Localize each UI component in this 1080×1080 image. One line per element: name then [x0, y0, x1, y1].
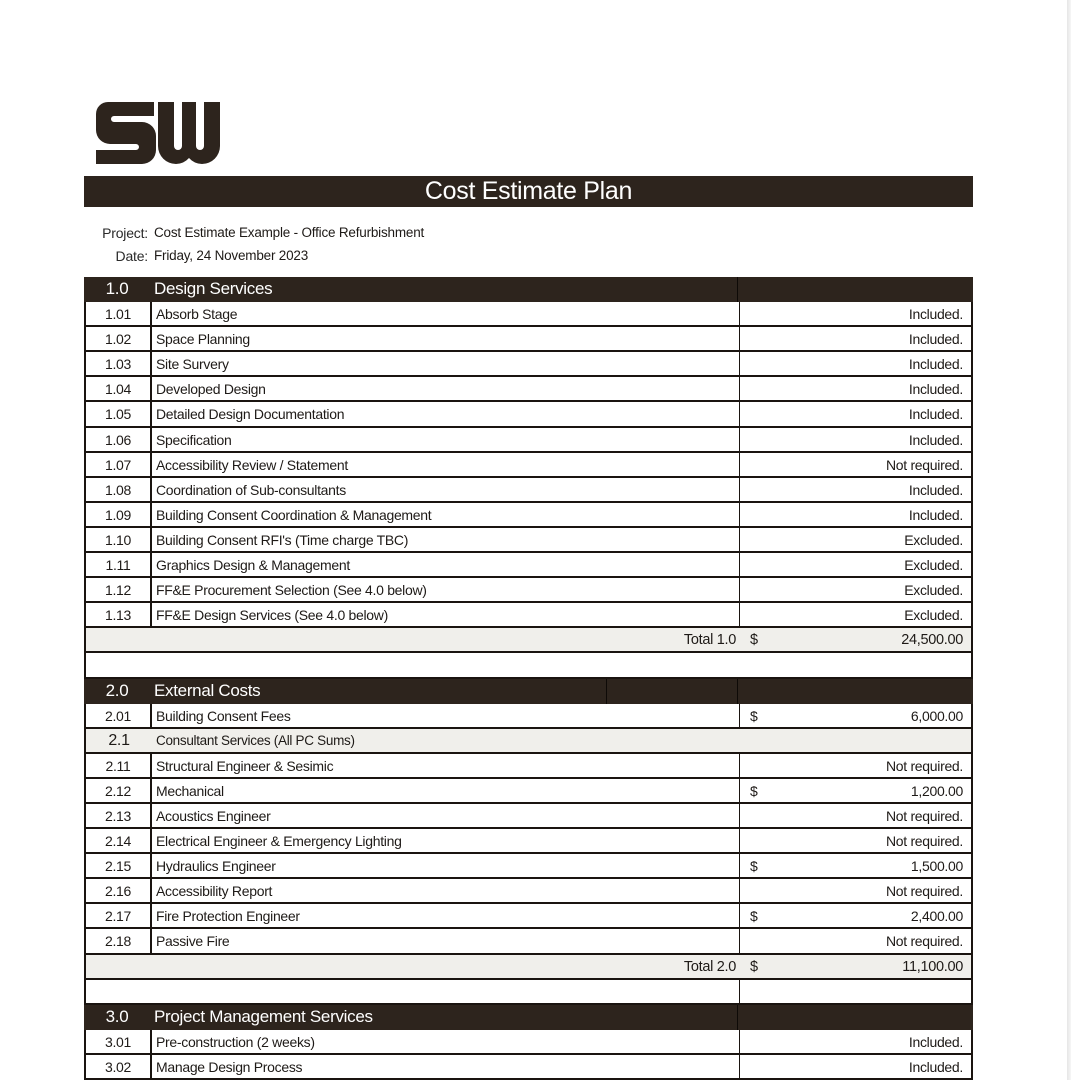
item-value: Excluded. [904, 582, 963, 599]
section-number: 1.0 [105, 279, 129, 298]
total-value-cell [740, 955, 971, 978]
total-label: Total 1.0 [683, 632, 736, 649]
item-value: Excluded. [904, 557, 963, 574]
project-row [84, 222, 424, 245]
item-description: Electrical Engineer & Emergency Lighting [152, 829, 740, 852]
total-row-2 [84, 955, 973, 980]
table-row [84, 453, 973, 478]
spacer-row [84, 980, 973, 1005]
table-row [84, 904, 973, 929]
item-value-cell [740, 929, 971, 952]
table-row [84, 879, 973, 904]
item-number: 1.11 [86, 553, 152, 576]
item-value: Included. [908, 431, 963, 448]
table-row [84, 528, 973, 553]
section-value [738, 277, 973, 302]
item-value: Included. [908, 306, 963, 323]
item-value: 6,000.00 [910, 707, 963, 724]
table-row [84, 854, 973, 879]
table-row [84, 704, 973, 729]
table-row [84, 829, 973, 854]
item-description: Building Consent Coordination & Management [152, 503, 740, 526]
item-value-cell [740, 1030, 971, 1053]
section-value [738, 679, 973, 704]
item-number: 3.01 [86, 1030, 152, 1053]
item-value: Not required. [885, 456, 963, 473]
item-value-cell [740, 503, 971, 526]
table-row [84, 779, 973, 804]
item-number: 1.01 [86, 302, 152, 325]
date-label: Date: [115, 247, 148, 264]
item-description: Space Planning [152, 327, 740, 350]
total-currency: $ [750, 958, 758, 975]
item-value: 2,400.00 [910, 908, 963, 925]
item-description: Specification [152, 428, 740, 451]
total-value: 24,500.00 [901, 632, 963, 649]
section-header-2 [84, 679, 973, 704]
item-value: Included. [908, 1058, 963, 1075]
item-value: Excluded. [904, 607, 963, 624]
item-number: 2.17 [86, 904, 152, 927]
item-value-cell [740, 302, 971, 325]
table-row [84, 478, 973, 503]
table-row [84, 754, 973, 779]
subsection-title: Consultant Services (All PC Sums) [156, 732, 355, 748]
item-number: 1.04 [86, 377, 152, 400]
item-description: Graphics Design & Management [152, 553, 740, 576]
item-value-cell [740, 904, 971, 927]
page-edge-shadow [1067, 0, 1071, 1080]
item-number: 2.15 [86, 854, 152, 877]
item-value-cell [740, 754, 971, 777]
table-row [84, 377, 973, 402]
table-row [84, 428, 973, 453]
item-number: 2.18 [86, 929, 152, 952]
item-value: Not required. [885, 883, 963, 900]
item-description: Structural Engineer & Sesimic [152, 754, 740, 777]
item-value: Excluded. [904, 531, 963, 548]
item-value-cell [740, 428, 971, 451]
item-number: 1.07 [86, 453, 152, 476]
item-description: Building Consent Fees [152, 704, 740, 727]
item-currency: $ [750, 858, 758, 875]
subsection-row [84, 729, 973, 754]
section-title: External Costs [150, 679, 738, 704]
item-value: Included. [908, 1033, 963, 1050]
item-value: Included. [908, 381, 963, 398]
item-description: Detailed Design Documentation [152, 402, 740, 425]
total-row-1 [84, 628, 973, 653]
item-value-cell [740, 1055, 971, 1078]
item-number: 1.09 [86, 503, 152, 526]
item-value: Not required. [885, 833, 963, 850]
item-description: Fire Protection Engineer [152, 904, 740, 927]
item-description: Site Survery [152, 352, 740, 375]
document-title: Cost Estimate Plan [84, 176, 973, 207]
section-number: 3.0 [105, 1006, 129, 1026]
item-value: Not required. [885, 757, 963, 774]
item-number: 1.03 [86, 352, 152, 375]
item-description: Developed Design [152, 377, 740, 400]
table-row [84, 1030, 973, 1055]
table-row [84, 603, 973, 628]
spacer-row [84, 653, 973, 678]
section-number: 2.0 [105, 680, 129, 700]
table-row [84, 352, 973, 377]
item-value: Included. [908, 481, 963, 498]
item-number: 1.10 [86, 528, 152, 551]
item-value-cell [740, 478, 971, 501]
item-number: 1.02 [86, 327, 152, 350]
item-number: 2.01 [86, 704, 152, 727]
project-meta [84, 222, 424, 267]
item-currency: $ [750, 707, 758, 724]
item-value: Not required. [885, 807, 963, 824]
item-value: Included. [908, 406, 963, 423]
item-description: Mechanical [152, 779, 740, 802]
item-value-cell [740, 352, 971, 375]
item-number: 2.16 [86, 879, 152, 902]
item-description: Absorb Stage [152, 302, 740, 325]
item-value-cell [740, 804, 971, 827]
total-currency: $ [750, 632, 758, 649]
item-value-cell [740, 578, 971, 601]
table-row [84, 302, 973, 327]
item-value-cell [740, 327, 971, 350]
item-description: Manage Design Process [152, 1055, 740, 1078]
item-number: 1.06 [86, 428, 152, 451]
total-value: 11,100.00 [902, 958, 963, 975]
table-row [84, 553, 973, 578]
item-number: 2.13 [86, 804, 152, 827]
item-description: FF&E Design Services (See 4.0 below) [152, 603, 740, 626]
item-description: FF&E Procurement Selection (See 4.0 below) [152, 578, 740, 601]
sw-logo-icon [96, 102, 220, 164]
item-value-cell [740, 377, 971, 400]
item-value-cell [740, 704, 971, 727]
item-number: 3.02 [86, 1055, 152, 1078]
item-description: Acoustics Engineer [152, 804, 740, 827]
item-value: Not required. [885, 933, 963, 950]
item-value-cell [740, 879, 971, 902]
table-row [84, 327, 973, 352]
item-number: 2.12 [86, 779, 152, 802]
item-currency: $ [750, 782, 758, 799]
item-value-cell [740, 453, 971, 476]
item-currency: $ [750, 908, 758, 925]
item-value-cell [740, 553, 971, 576]
item-value: 1,200.00 [910, 782, 963, 799]
item-value-cell [740, 528, 971, 551]
item-value-cell [740, 854, 971, 877]
item-description: Building Consent RFI's (Time charge TBC) [152, 528, 740, 551]
item-number: 1.05 [86, 402, 152, 425]
item-value-cell [740, 829, 971, 852]
section-value [738, 1005, 973, 1030]
item-value: Included. [908, 331, 963, 348]
table-row [84, 1055, 973, 1080]
table-row [84, 804, 973, 829]
table-row [84, 578, 973, 603]
item-description: Accessibility Report [152, 879, 740, 902]
item-description: Hydraulics Engineer [152, 854, 740, 877]
subsection-number: 2.1 [108, 731, 130, 749]
item-value: Included. [908, 356, 963, 373]
item-value-cell [740, 603, 971, 626]
section-header-1 [84, 277, 973, 302]
item-description: Pre-construction (2 weeks) [152, 1030, 740, 1053]
item-value-cell [740, 402, 971, 425]
table-row [84, 503, 973, 528]
item-value: Included. [908, 506, 963, 523]
item-description: Coordination of Sub-consultants [152, 478, 740, 501]
section-title: Design Services [150, 277, 738, 302]
table-row [84, 402, 973, 427]
item-number: 1.12 [86, 578, 152, 601]
item-value: 1,500.00 [910, 858, 963, 875]
section-header-3 [84, 1005, 973, 1030]
item-number: 2.14 [86, 829, 152, 852]
item-value-cell [740, 779, 971, 802]
section-title: Project Management Services [150, 1005, 738, 1030]
item-number: 2.11 [86, 754, 152, 777]
project-label: Project: [102, 225, 148, 241]
date-row [84, 245, 424, 268]
table-row [84, 929, 973, 954]
date-value: Friday, 24 November 2023 [154, 247, 309, 263]
total-value-cell [740, 628, 971, 651]
cost-estimate-table [84, 277, 973, 1080]
item-number: 1.08 [86, 478, 152, 501]
item-description: Accessibility Review / Statement [152, 453, 740, 476]
total-label: Total 2.0 [683, 958, 736, 975]
spacer-cell [86, 980, 740, 1003]
item-number: 1.13 [86, 603, 152, 626]
project-value: Cost Estimate Example - Office Refurbishment [154, 225, 425, 240]
item-description: Passive Fire [152, 929, 740, 952]
